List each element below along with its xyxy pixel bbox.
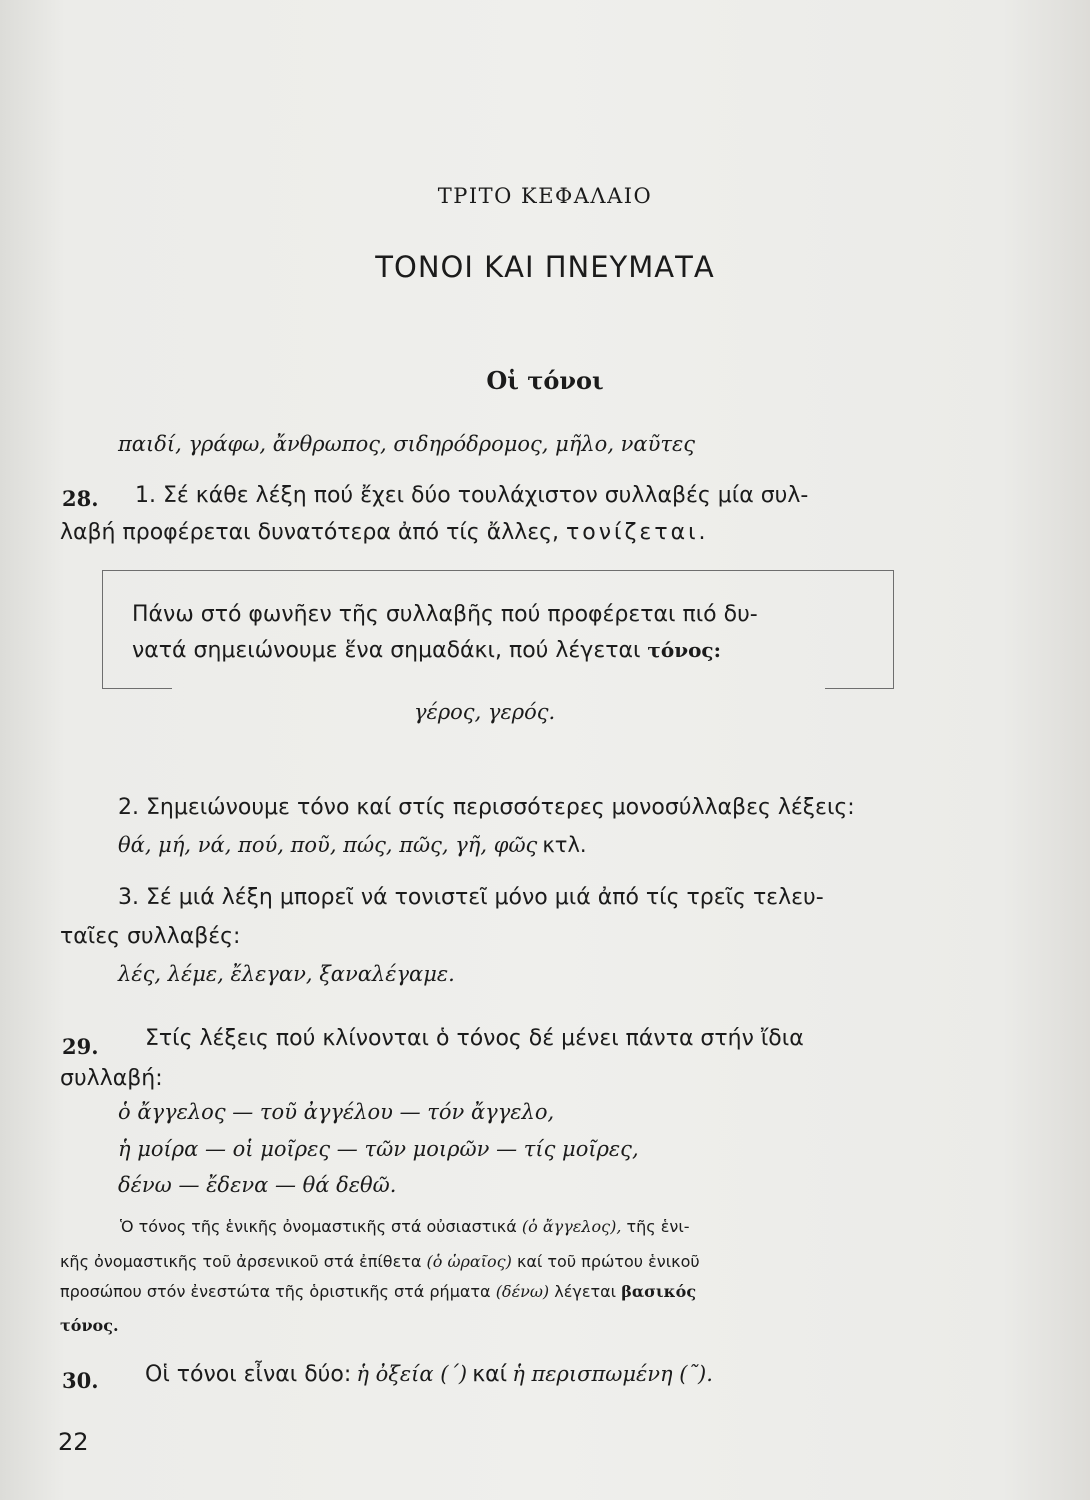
para30-text: Οἱ τόνοι εἶναι δύο:: [145, 1362, 352, 1387]
sub2-examples: θά, μή, νά, πού, ποῦ, πώς, πῶς, γῆ, φῶς: [118, 833, 538, 857]
note-line3: [60, 1282, 696, 1301]
note-term-2: τόνος.: [60, 1316, 119, 1335]
para30-and: καί: [472, 1362, 508, 1387]
section-title: Οἱ τόνοι: [486, 366, 604, 395]
para28-line2: [60, 520, 709, 545]
box-term: τόνος:: [647, 638, 721, 662]
sub2-etc: κτλ.: [542, 833, 587, 857]
sub3-examples: λές, λέμε, ἔλεγαν, ξαναλέγαμε.: [118, 962, 455, 986]
chapter-label: ΤΡΙΤΟ ΚΕΦΑΛΑΙΟ: [437, 184, 653, 208]
paragraph-number-28: 28.: [62, 486, 99, 511]
note-part2: τῆς ἑνι-: [626, 1217, 690, 1236]
para30-line: [145, 1362, 713, 1387]
para30-oxeia: ἡ ὀξεία (΄): [356, 1362, 468, 1386]
note-example1: (ὁ ἄγγελος),: [521, 1217, 622, 1236]
note-line4: [60, 1316, 119, 1335]
para28-line1: 1. Σέ κάθε λέξη πού ἔχει δύο τουλάχιστον συλλαβές μία συλ-: [135, 483, 809, 508]
para29-line1: Στίς λέξεις πού κλίνονται ὁ τόνος δέ μένει πάντα στήν ἴδια: [145, 1026, 804, 1051]
note-example2: (ὁ ὡραῖος): [426, 1252, 512, 1271]
definition-box: [102, 570, 894, 689]
note-line1: [120, 1217, 690, 1236]
para28-spaced-word: τονίζεται.: [566, 520, 709, 545]
para28-line2-text: λαβή προφέρεται δυνατότερα ἀπό τίς ἄλλες,: [60, 520, 560, 545]
note-part3: κῆς ὀνομαστικῆς τοῦ ἀρσενικοῦ στά ἐπίθετα: [60, 1252, 422, 1271]
note-part6: λέγεται: [554, 1282, 617, 1301]
note-part4: καί τοῦ πρώτου ἑνικοῦ: [516, 1252, 700, 1271]
sub3-line2: ταῖες συλλαβές:: [60, 924, 241, 949]
box-example: γέρος, γερός.: [414, 700, 556, 724]
intro-examples: παιδί, γράφω, ἄνθρωπος, σιδηρόδρομος, μῆλο, ναῦτες: [118, 432, 696, 456]
page-number: 22: [58, 1428, 89, 1456]
para29-example1: ὁ ἄγγελος — τοῦ ἀγγέλου — τόν ἄγγελο,: [118, 1100, 555, 1124]
paragraph-number-30: 30.: [62, 1368, 99, 1393]
note-example3: (δένω): [495, 1282, 550, 1301]
box-divider-right: [825, 688, 894, 689]
note-part1: Ὁ τόνος τῆς ἑνικῆς ὀνομαστικῆς στά οὐσιαστικά: [120, 1217, 517, 1236]
para29-example2: ἡ μοίρα — οἱ μοῖρες — τῶν μοιρῶν — τίς μοῖρες,: [118, 1137, 639, 1161]
box-line1: Πάνω στό φωνῆεν τῆς συλλαβῆς πού προφέρεται πιό δυ-: [132, 602, 758, 627]
sub2-line: 2. Σημειώνουμε τόνο καί στίς περισσότερες μονοσύλλαβες λέξεις:: [118, 795, 855, 820]
box-line2-text: νατά σημειώνουμε ἕνα σημαδάκι, πού λέγεται: [132, 638, 641, 663]
para29-line2: συλλαβή:: [60, 1066, 163, 1091]
box-divider-left: [102, 688, 172, 689]
note-term-1: βασικός: [621, 1282, 697, 1301]
box-line2: [132, 638, 721, 663]
chapter-title: ΤΟΝΟΙ ΚΑΙ ΠΝΕΥΜΑΤΑ: [375, 250, 715, 284]
note-part5: προσώπου στόν ἐνεστώτα τῆς ὁριστικῆς στά ρήματα: [60, 1282, 491, 1301]
paragraph-number-29: 29.: [62, 1034, 99, 1059]
sub2-examples-line: [118, 833, 587, 857]
sub3-line1: 3. Σέ μιά λέξη μπορεῖ νά τονιστεῖ μόνο μιά ἀπό τίς τρεῖς τελευ-: [118, 885, 824, 910]
note-line2: [60, 1252, 700, 1271]
para29-example3: δένω — ἔδενα — θά δεθῶ.: [118, 1173, 397, 1197]
para30-perispomeni: ἡ περισπωμένη (῀).: [512, 1362, 713, 1386]
